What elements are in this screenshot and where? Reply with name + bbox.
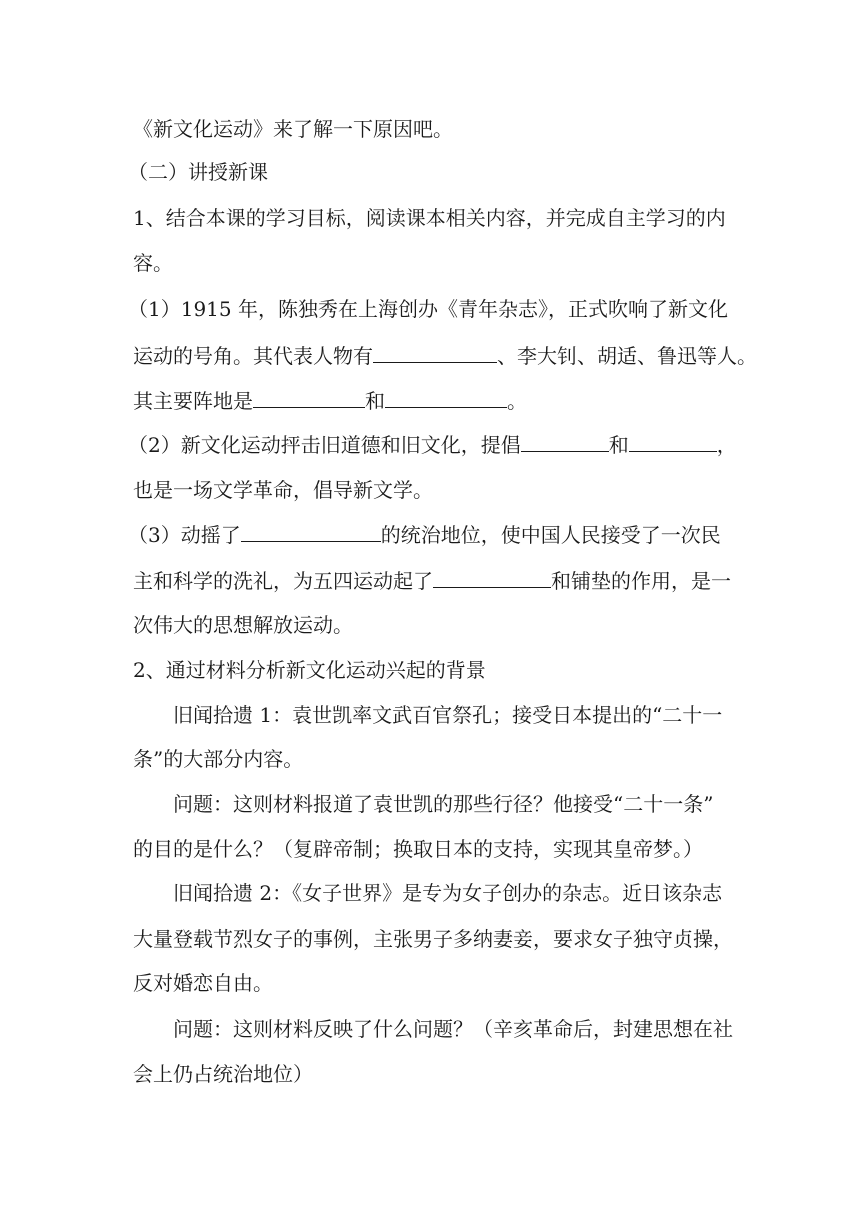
q1-blank-base-2 xyxy=(385,387,507,408)
q1-text-c: 其主要阵地是 xyxy=(133,389,253,413)
q3-line-3: 次伟大的思想解放运动。 xyxy=(133,613,353,637)
q2-text-b: 和 xyxy=(608,433,629,457)
q3-text-d: 和铺垫的作用，是一 xyxy=(551,569,731,593)
material-2-line-3: 反对婚恋自由。 xyxy=(133,971,273,995)
q2-line-2: 也是一场文学革命，倡导新文学。 xyxy=(133,478,433,502)
q1-line-2 xyxy=(133,342,757,369)
task-line-2: 容。 xyxy=(133,251,173,275)
q3-blank-2 xyxy=(433,567,551,588)
task-line-1: 1、结合本课的学习目标，阅读课本相关内容，并完成自主学习的内 xyxy=(133,206,726,230)
material-1-line-2: 条”的大部分内容。 xyxy=(133,747,304,771)
section-2-heading: 2、通过材料分析新文化运动兴起的背景 xyxy=(133,658,486,682)
q3-line-1 xyxy=(128,521,721,548)
q3-blank-1 xyxy=(241,521,381,542)
q2-blank-1 xyxy=(521,431,609,452)
material-2-line-1: 旧闻拾遗 2：《女子世界》是专为女子创办的杂志。近日该杂志 xyxy=(173,881,723,905)
q3-line-2 xyxy=(133,567,731,594)
q1-blank-representative xyxy=(373,342,497,363)
q3-text-a: （3）动摇了 xyxy=(128,523,241,547)
q1-text-a: 运动的号角。其代表人物有 xyxy=(133,344,373,368)
q3-text-b: 的统治地位，使中国人民接受了一次民 xyxy=(380,523,721,547)
question-2-line-1: 问题：这则材料反映了什么问题？（辛亥革命后，封建思想在社 xyxy=(173,1017,733,1041)
material-2-line-2: 大量登载节烈女子的事例，主张男子多纳妻妾，要求女子独守贞操， xyxy=(133,927,733,951)
question-2-line-2: 会上仍占统治地位） xyxy=(133,1062,313,1086)
intro-line: 《新文化运动》来了解一下原因吧。 xyxy=(133,117,453,141)
q2-text-c: ， xyxy=(716,433,737,457)
q2-text-a: （2）新文化运动抨击旧道德和旧文化，提倡 xyxy=(128,433,521,457)
q3-text-c: 主和科学的洗礼，为五四运动起了 xyxy=(133,569,433,593)
q1-text-d: 和 xyxy=(365,389,385,413)
question-1-line-1: 问题：这则材料报道了袁世凯的那些行径？他接受“二十一条” xyxy=(173,792,714,816)
material-1-line-1: 旧闻拾遗 1：袁世凯率文武百官祭孔；接受日本提出的“二十一 xyxy=(173,703,723,727)
q1-text-e: 。 xyxy=(507,389,527,413)
q2-line-1 xyxy=(128,431,737,458)
q1-line-1: （1）1915 年，陈独秀在上海创办《青年杂志》，正式吹响了新文化 xyxy=(128,297,728,321)
q1-blank-base-1 xyxy=(253,387,365,408)
q1-line-3 xyxy=(133,387,527,414)
q2-blank-2 xyxy=(629,431,717,452)
q1-text-b: 、李大钊、胡适、鲁迅等人。 xyxy=(497,344,757,368)
section-heading: （二）讲授新课 xyxy=(128,160,268,184)
question-1-line-2: 的目的是什么？（复辟帝制；换取日本的支持，实现其皇帝梦。） xyxy=(133,837,703,861)
